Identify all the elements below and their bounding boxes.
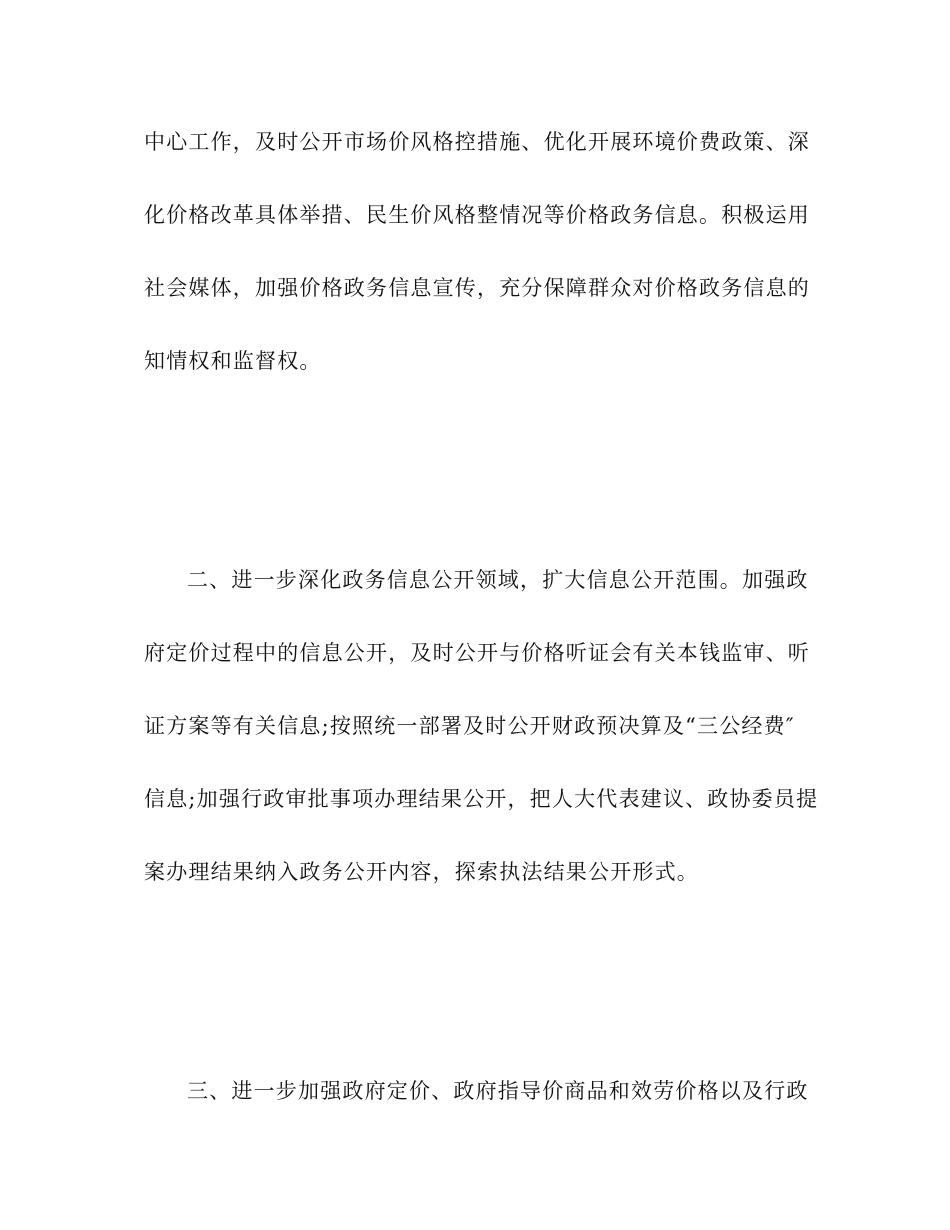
paragraph-1-line-1: 中心工作，及时公开市场价风格控措施、优化开展环境价费政策、深 [144, 130, 810, 154]
paragraph-2-line-2: 府定价过程中的信息公开，及时公开与价格听证会有关本钱监审、听 [144, 641, 810, 665]
paragraph-2-line-5: 案办理结果纳入政务公开内容，探索执法结果公开形式。 [144, 860, 699, 884]
paragraph-1-line-2: 化价格改革具体举措、民生价风格整情况等价格政务信息。积极运用 [144, 203, 810, 227]
paragraph-1-line-4: 知情权和监督权。 [144, 349, 322, 373]
paragraph-2-line-1: 二、进一步深化政务信息公开领域，扩大信息公开范围。加强政 [187, 568, 809, 592]
paragraph-2-line-3: 证方案等有关信息;按照统一部署及时公开财政预决算及“三公经费″ [144, 714, 795, 738]
paragraph-3-line-1: 三、进一步加强政府定价、政府指导价商品和效劳价格以及行政 [187, 1079, 809, 1103]
paragraph-2-line-4: 信息;加强行政审批事项办理结果公开，把人大代表建议、政协委员提 [144, 787, 819, 811]
paragraph-1-line-3: 社会媒体，加强价格政务信息宣传，充分保障群众对价格政务信息的 [144, 276, 810, 300]
